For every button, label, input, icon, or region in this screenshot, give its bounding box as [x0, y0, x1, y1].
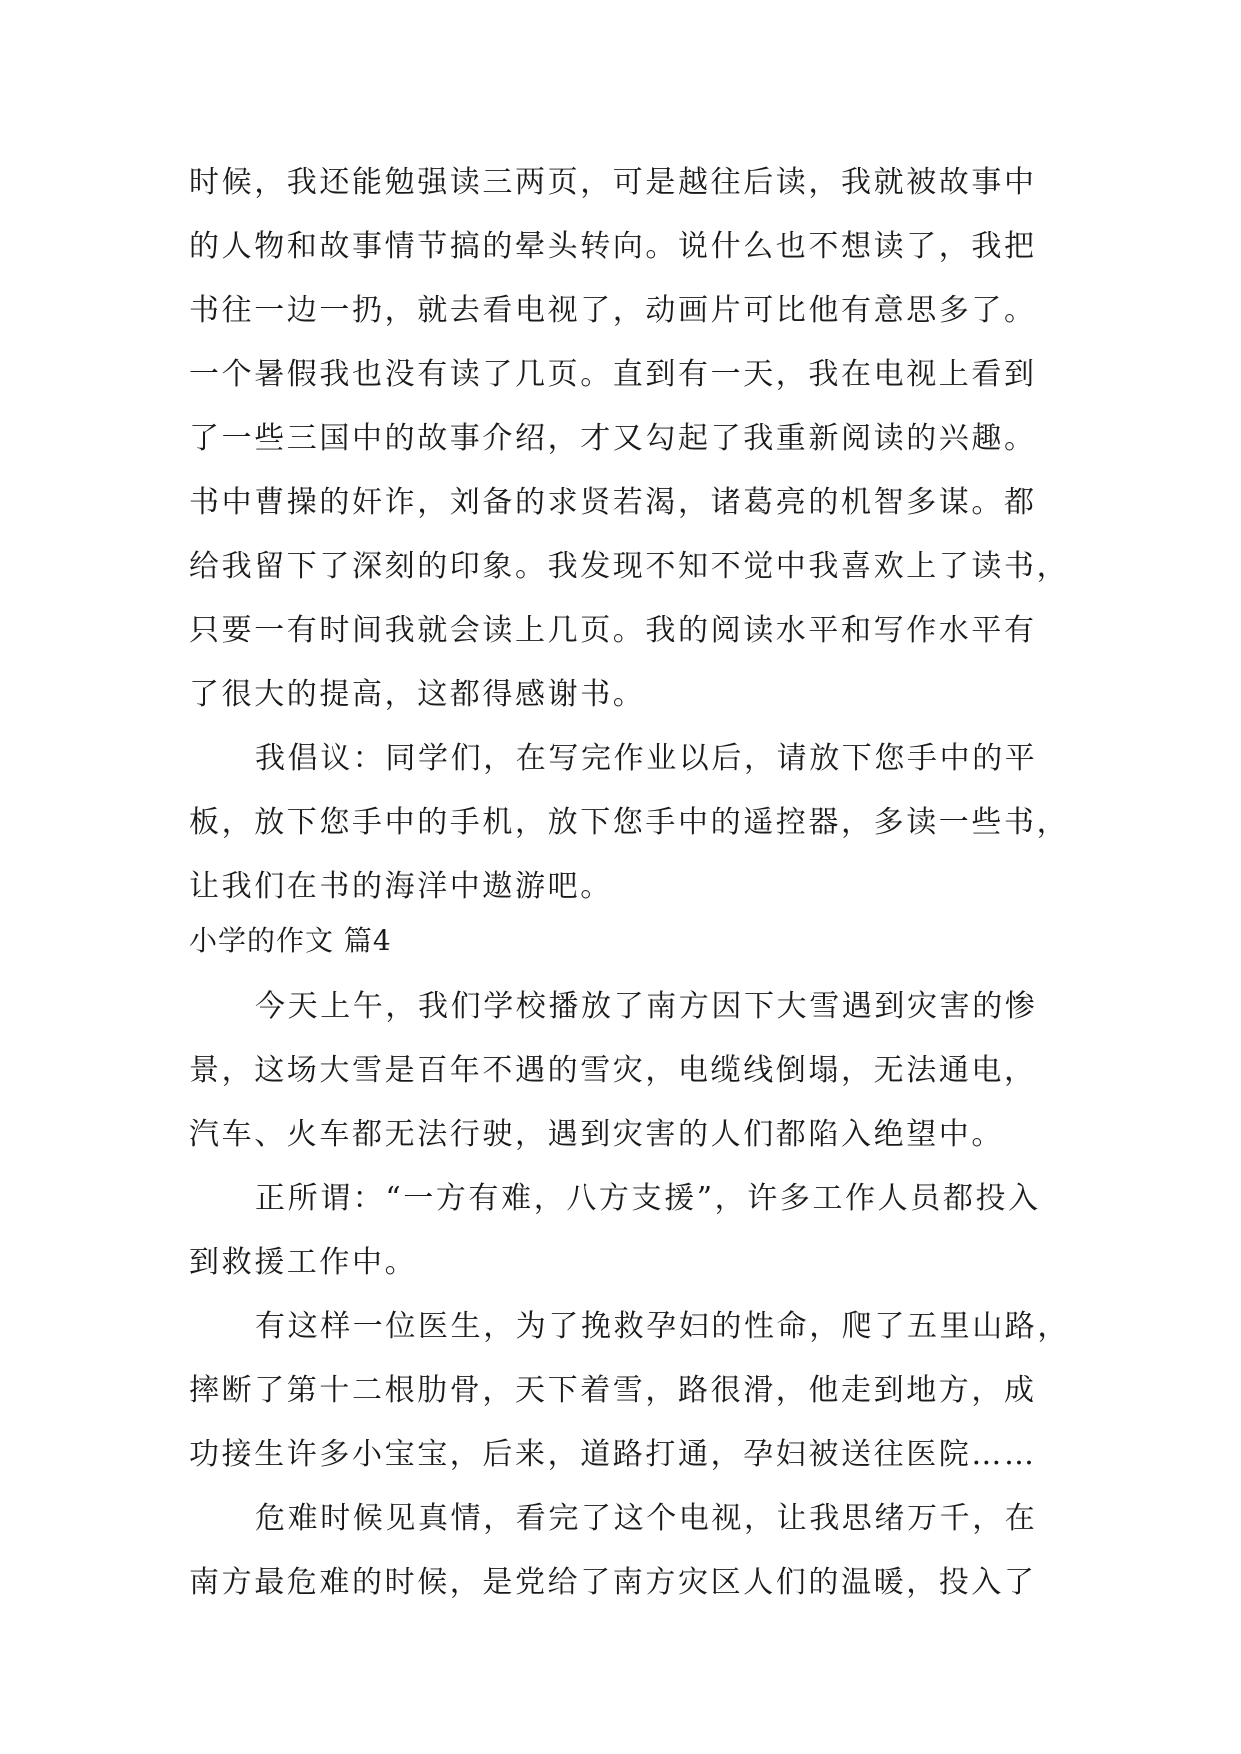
text-line: 了很大的提高，这都得感谢书。: [189, 677, 646, 712]
section-heading: 小学的作文 篇4: [189, 924, 392, 957]
text-line: 有这样一位医生，为了挽救孕妇的性命，爬了五里山路，: [255, 1309, 1070, 1344]
text-line: 功接生许多小宝宝，后来，道路打通，孕妇被送往医院……: [189, 1437, 1037, 1472]
text-line: 汽车、火车都无法行驶，遇到灾害的人们都陷入绝望中。: [189, 1117, 1004, 1152]
text-line: 书往一边一扔，就去看电视了，动画片可比他有意思多了。: [189, 293, 1037, 328]
text-line: 让我们在书的海洋中遨游吧。: [189, 869, 613, 904]
text-line: 时候，我还能勉强读三两页，可是越往后读，我就被故事中: [189, 165, 1037, 200]
text-line: 危难时候见真情，看完了这个电视，让我思绪万千，在: [255, 1501, 1038, 1536]
text-line: 到救援工作中。: [189, 1245, 418, 1280]
text-line: 正所谓：“一方有难，八方支援”，许多工作人员都投入: [255, 1181, 1041, 1216]
text-line: 了一些三国中的故事介绍，才又勾起了我重新阅读的兴趣。: [189, 421, 1037, 456]
text-line: 景，这场大雪是百年不遇的雪灾，电缆线倒塌，无法通电，: [189, 1053, 1037, 1088]
text-line: 给我留下了深刻的印象。我发现不知不觉中我喜欢上了读书，: [189, 549, 1070, 584]
text-line: 的人物和故事情节搞的晕头转向。说什么也不想读了，我把: [189, 229, 1037, 264]
text-line: 摔断了第十二根肋骨，天下着雪，路很滑，他走到地方，成: [189, 1373, 1037, 1408]
text-line: 今天上午，我们学校播放了南方因下大雪遇到灾害的惨: [255, 989, 1038, 1024]
text-line: 板，放下您手中的手机，放下您手中的遥控器，多读一些书，: [189, 805, 1070, 840]
text-line: 我倡议：同学们，在写完作业以后，请放下您手中的平: [255, 741, 1038, 776]
text-line: 书中曹操的奸诈，刘备的求贤若渴，诸葛亮的机智多谋。都: [189, 485, 1037, 520]
text-line: 南方最危难的时候，是党给了南方灾区人们的温暖，投入了: [189, 1565, 1037, 1600]
text-line: 一个暑假我也没有读了几页。直到有一天，我在电视上看到: [189, 357, 1037, 392]
text-line: 只要一有时间我就会读上几页。我的阅读水平和写作水平有: [189, 613, 1037, 648]
